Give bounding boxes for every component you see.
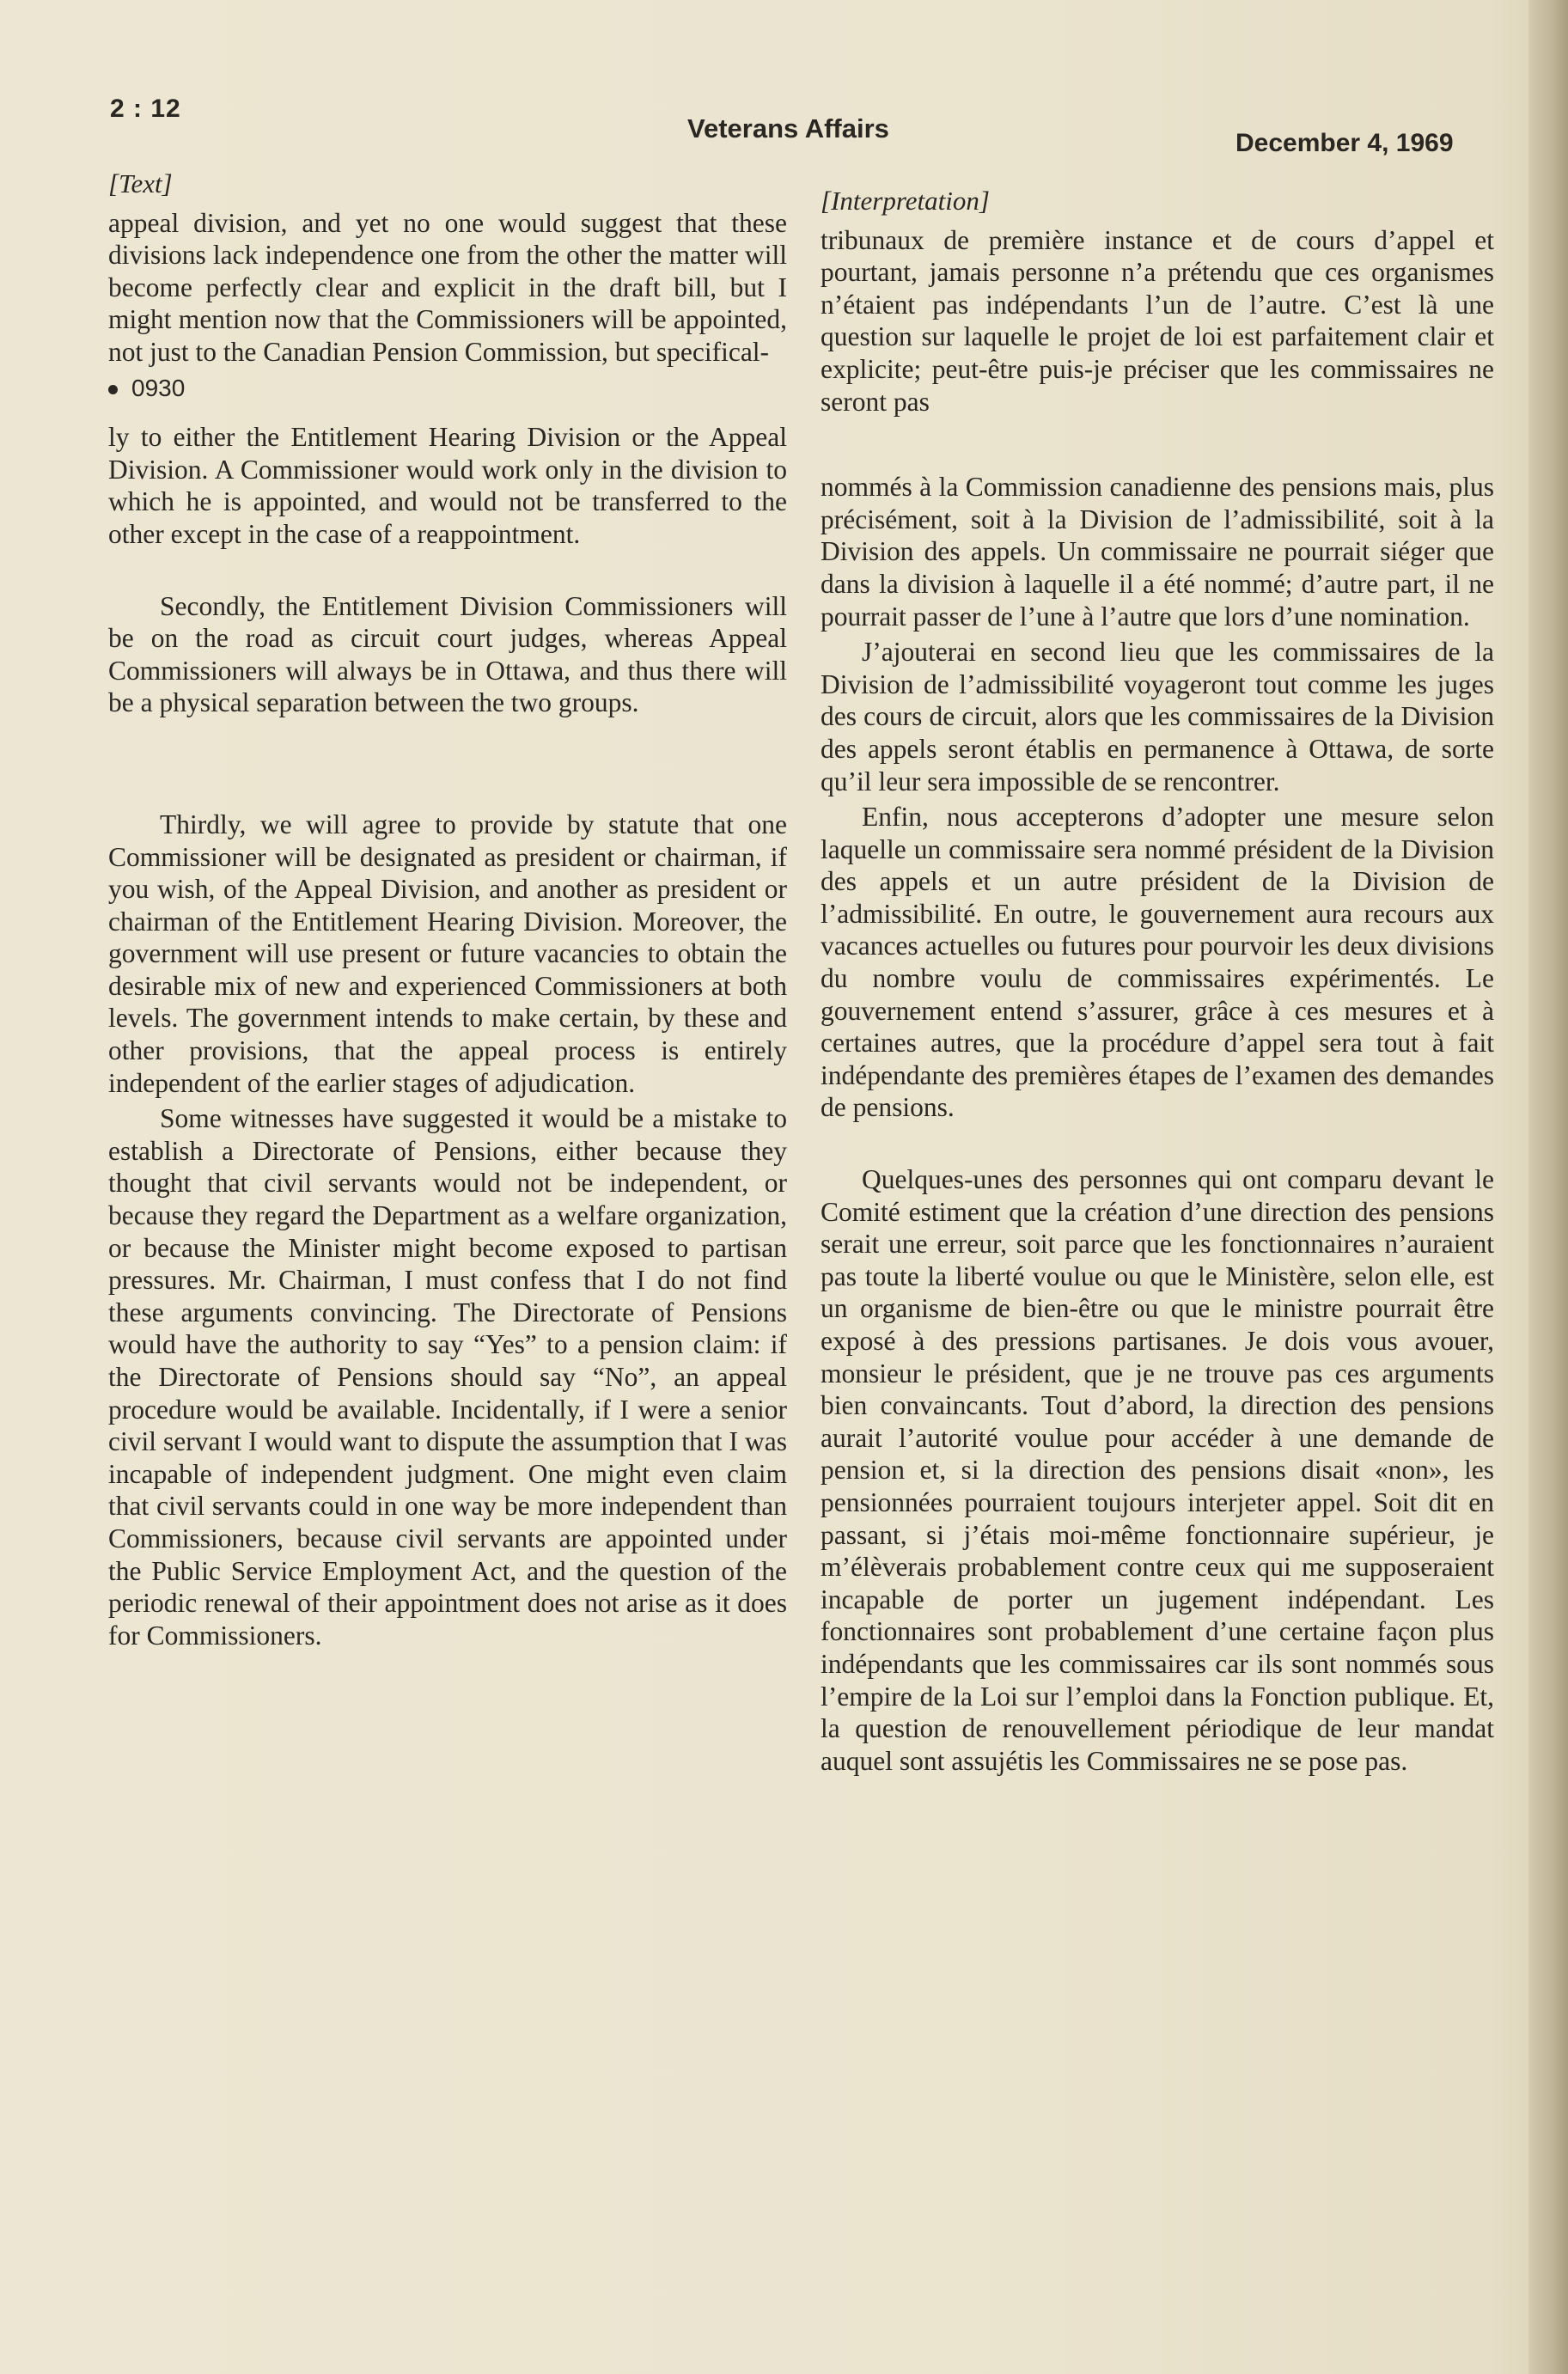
french-paragraph-4: Quelques-unes des personnes qui ont comparu devant le Comité estiment que la création d’une direction des pensions serait une erreur, soit parce que les fonctionnaires n’auraient pas toute la liberté voulue ou que le Ministère, selon elle, est un organisme de bien-être ou que le ministre pourrait être exposé à des pressions partisanes. Je dois vous avouer, monsieur le président, que je ne trouve pas ces arguments bien convaincants. Tout d’abord, la direction des pensions aurait l’autorité voulue pour accéder à une demande de pension et, si la direction des pensions disait «non», les pensionnées pourraient toujours interjeter appel. Soit dit en passant, si j’étais moi-même fonctionnaire supérieur, je m’élèverais probablement contre ceux qui me supposeraient incapable de porter un jugement indépendant. Les fonctionnaires sont probablement d’une certaine façon plus indépendants que les commissaires car ils sont nommés sous l’empire de la Loi sur l’emploi dans la Fonction publique. Et, la question de renouvellement périodique de leur mandat auquel sont assujétis les Commissaires ne se pose pas.: [821, 1164, 1494, 1776]
french-paragraph-3: Enfin, nous accepterons d’adopter une mesure selon laquelle un commissaire sera nommé président de la Division des appels et un autre président de la Division de l’admissibilité. En outre, le gouvernement aura recours aux vacances actuelles ou futures pour pourvoir les deux divisions du nombre voulu de commissaires expérimentés. Le gouvernement entend s’assurer, grâce à ces mesures et à certaines autres, que la procédure d’appel sera tout à fait indépendante des premières étapes de l’examen des demandes de pensions.: [821, 802, 1494, 1123]
time-marker: [108, 372, 787, 405]
running-title: Veterans Affairs: [687, 113, 889, 143]
english-paragraph-3: Thirdly, we will agree to provide by statute that one Commissioner will be designated as president or chairman, if you wish, of the Appeal Division, and another as president or chairman of the Entitlement Hearing Division. Moreover, the government will use present or future vacancies to obtain the desirable mix of new and experienced Commissioners at both levels. The government intends to make certain, by these and other provisions, that the appeal process is entirely independent of the earlier stages of adjudication.: [108, 809, 787, 1098]
text-label: [Text]: [108, 168, 173, 198]
page-number: 2 : 12: [110, 95, 181, 123]
english-paragraph-1: appeal division, and yet no one would suggest that these divisions lack independence one from the other the matter will become perfectly clear and explicit in the draft bill, but I might mention now that the Commissioners will be appointed, not just to the Canadian Pension Commission, but specifical-: [108, 207, 787, 367]
running-header: [0, 0, 1568, 172]
interpretation-label: [Interpretation]: [821, 186, 990, 216]
french-paragraph-1: tribunaux de première instance et de cours d’appel et pourtant, jamais personne n’a prétendu que ces organismes n’étaient pas indépendants l’un de l’autre. C’est là une question sur laquelle le projet de loi est parfaitement clair et explicite; peut-être puis-je préciser que les commissaires ne seront pas: [821, 224, 1494, 417]
french-paragraph-2: J’ajouterai en second lieu que les commissaires de la Division de l’admissibilité voyageront tout comme les juges des cours de circuit, alors que les commissaires de la Division des appels seront établis en permanence à Ottawa, de sorte qu’il leur sera impossible de se rencontrer.: [821, 637, 1494, 796]
book-spine-shadow: [1528, 0, 1568, 2374]
french-column: [821, 185, 1494, 1777]
running-date: December 4, 1969: [1235, 129, 1454, 157]
french-paragraph-1-cont: nommés à la Commission canadienne des pensions mais, plus précisément, soit à la Division de l’admissibilité, soit à la Division des appels. Un commissaire ne pourrait siéger que dans la division à laquelle il a été nommé; d’autre part, il ne pourrait passer de l’une à l’autre que lors d’une nomination.: [821, 472, 1494, 632]
bullet-icon: [108, 385, 118, 394]
english-paragraph-2: Secondly, the Entitlement Division Commissioners will be on the road as circuit court judges, whereas Appeal Commissioners will always be in Ottawa, and thus there will be a physical separation between the two groups.: [108, 590, 787, 718]
time-marker-text: 0930: [131, 374, 186, 401]
english-column: [108, 168, 787, 1651]
english-paragraph-1-cont: ly to either the Entitlement Hearing Division or the Appeal Division. A Commissioner would work only in the division to which he is appointed, and would not be transferred to the other except in the case of a reappointment.: [108, 422, 787, 549]
english-paragraph-4: Some witnesses have suggested it would be a mistake to establish a Directorate of Pensions, either because they thought that civil servants would not be independent, or because they regard the Department as a welfare organization, or because the Minister might become exposed to partisan pressures. Mr. Chairman, I must confess that I do not find these arguments convincing. The Directorate of Pensions would have the authority to say “Yes” to a pension claim: if the Directorate of Pensions should say “No”, an appeal procedure would be available. Incidentally, if I were a senior civil servant I would want to dispute the assumption that I was incapable of independent judgment. One might even claim that civil servants could in one way be more independent than Commissioners, because civil servants are appointed under the Public Service Employment Act, and the question of the periodic renewal of their appointment does not arise as it does for Commissioners.: [108, 1103, 787, 1651]
